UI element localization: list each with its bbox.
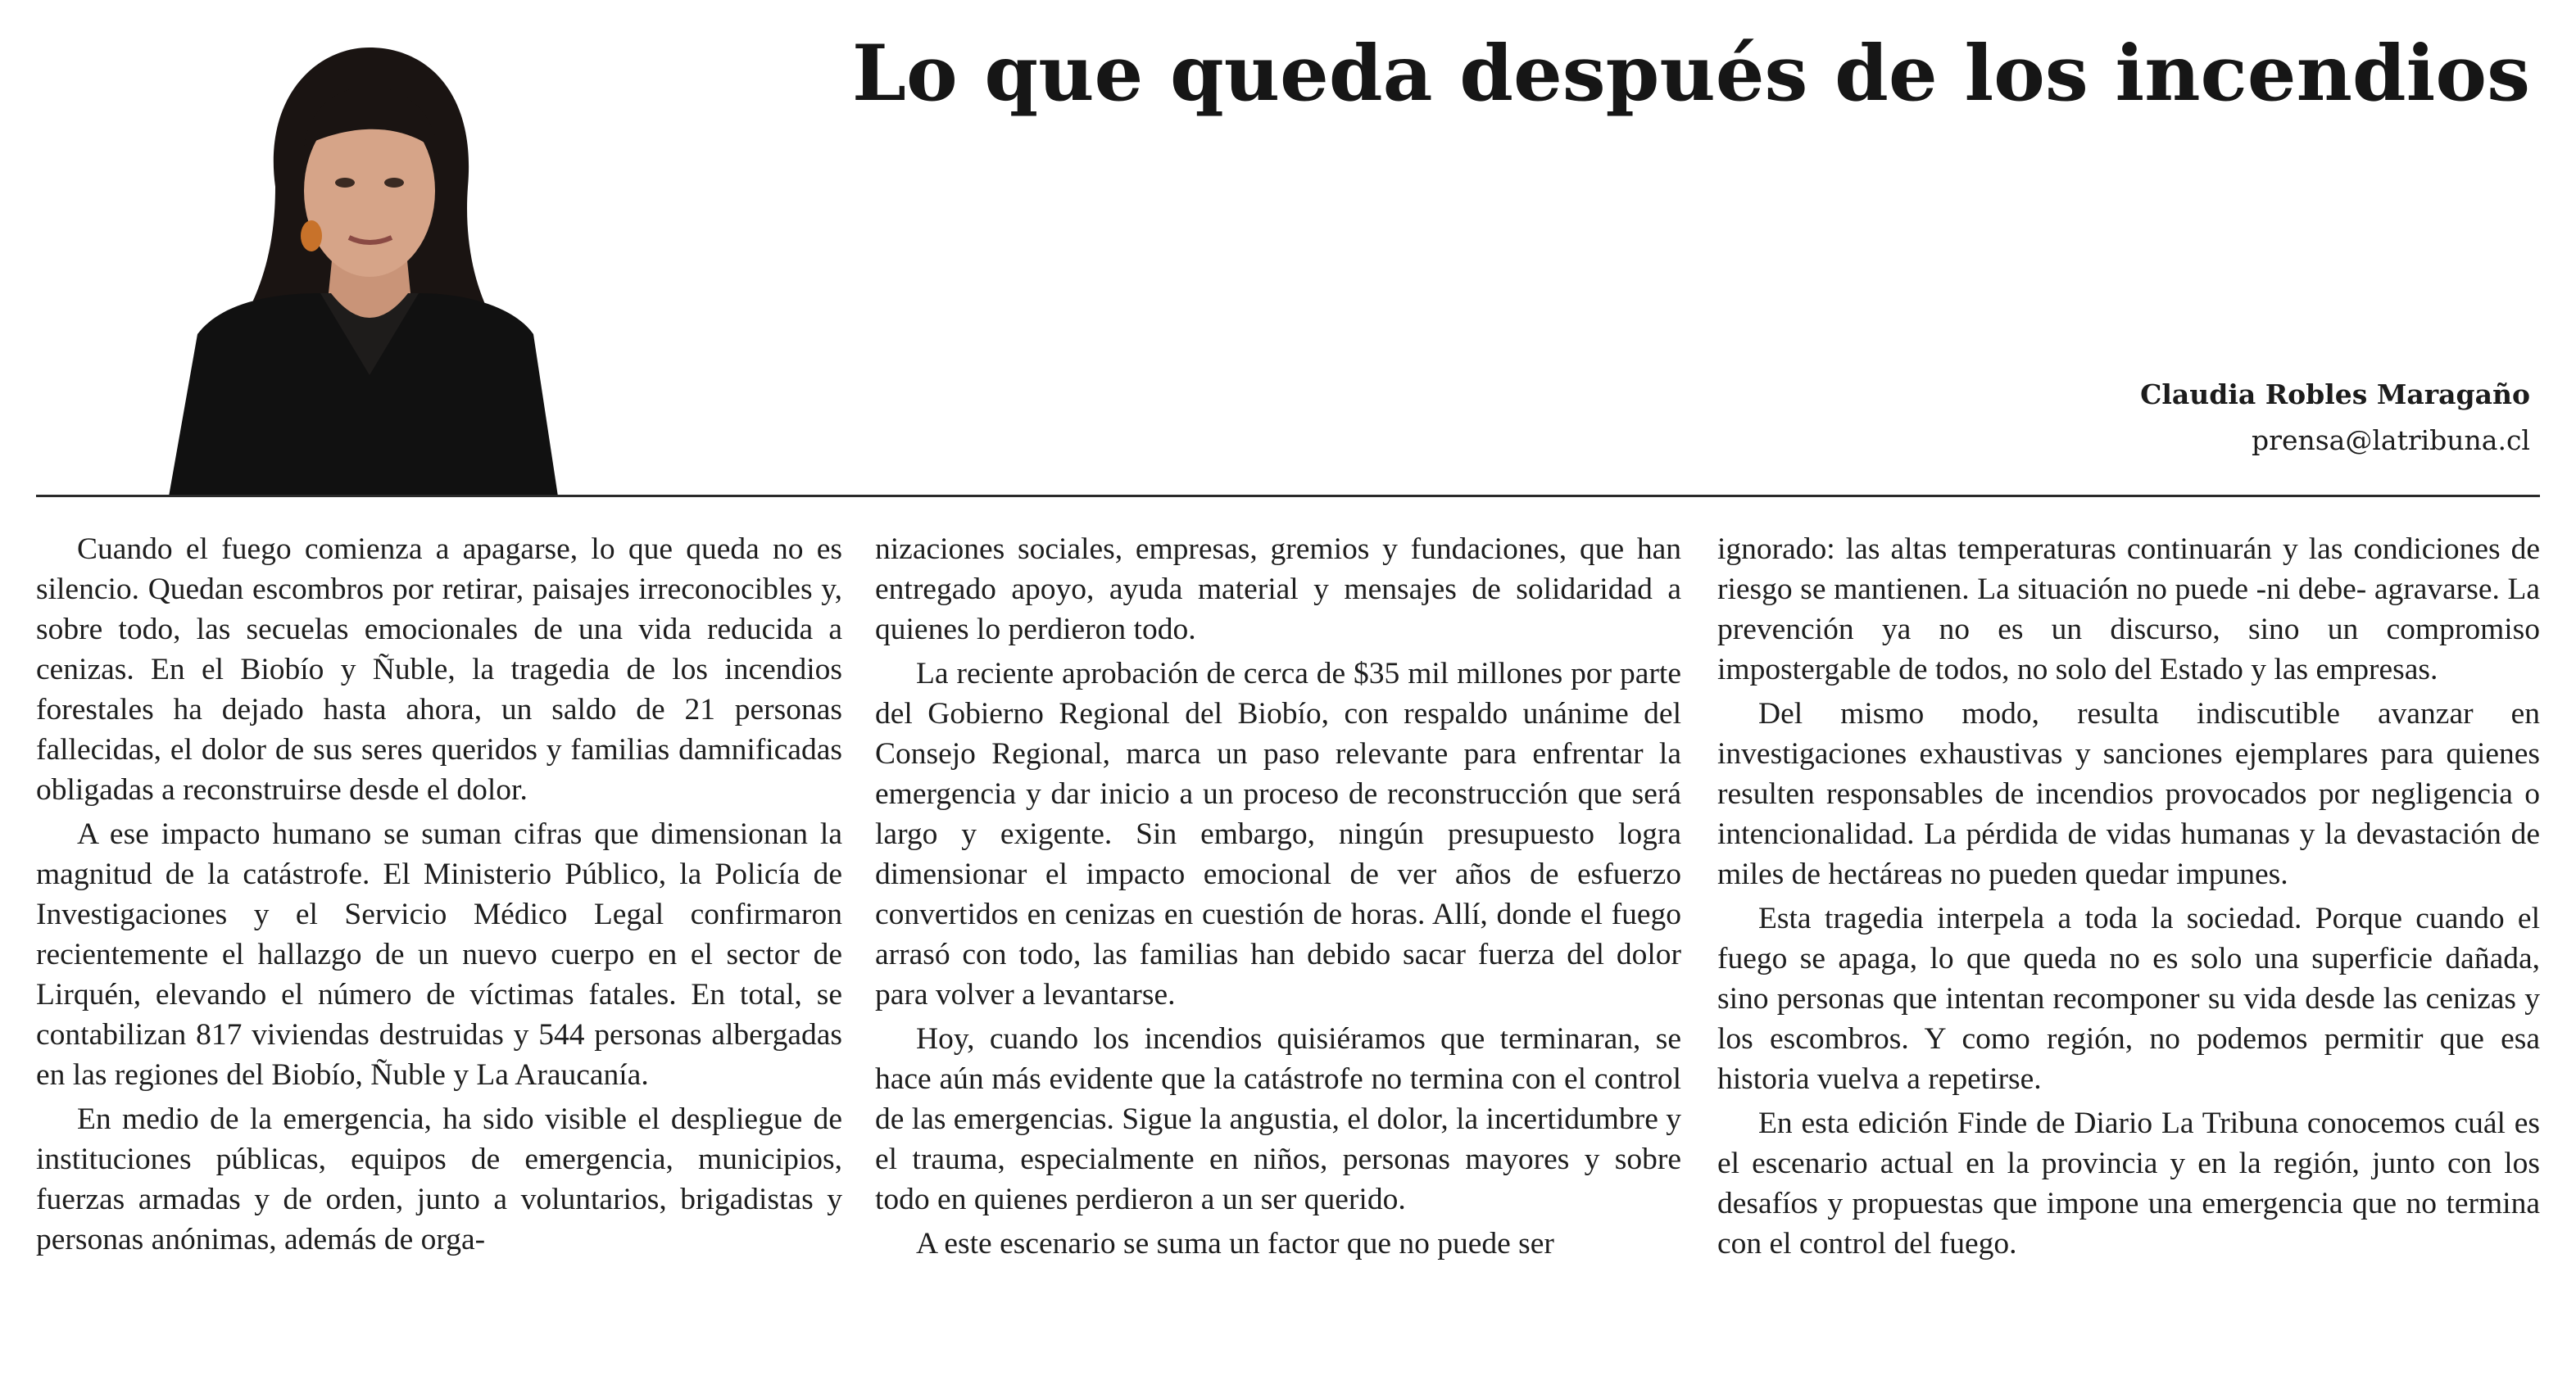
paragraph: Esta tragedia interpela a toda la sociedad. Porque cuando el fuego se apaga, lo que queda no es solo una superficie dañada, sino personas que intentan recomponer su vida desde las cenizas y los escombros. Y como región, no podemos permitir que esa historia vuelva a repetirse.	[1717, 902, 2540, 1096]
paragraph: Hoy, cuando los incendios quisiéramos que terminaran, se hace aún más evidente que la catástrofe no termina con el control de las emergencias. Sigue la angustia, el dolor, la incertidumbre y el trauma, especialmente en niños, personas mayores y sobre todo en quienes perdieron a un ser querido.	[875, 1022, 1681, 1216]
header-divider	[36, 495, 2540, 497]
article-column-1	[36, 529, 842, 1264]
paragraph: La reciente aprobación de cerca de $35 mil millones por parte del Gobierno Regional del Biobío, con respaldo unánime del Consejo Regional, marca un paso relevante para enfrentar la emergencia y dar inicio a un proceso de reconstrucción que será largo y exigente. Sin embargo, ningún presupuesto logra dimensionar el impacto emocional de ver años de esfuerzo convertidos en cenizas en cuestión de horas. Allí, donde el fuego arrasó con todo, las familias han debido sacar fuerza del dolor para volver a levantarse.	[875, 657, 1681, 1012]
article-column-2	[875, 529, 1681, 1268]
article-column-3	[1717, 529, 2540, 1268]
paragraph: ignorado: las altas temperaturas continuarán y las condiciones de riesgo se mantienen. La situación no puede -ni debe- agravarse. La prevención ya no es un discurso, sino un compromiso impostergable de todos, no solo del Estado y las empresas.	[1717, 532, 2540, 686]
paragraph: nizaciones sociales, empresas, gremios y fundaciones, que han entregado apoyo, ayuda material y mensajes de solidaridad a quienes lo perdieron todo.	[875, 532, 1681, 646]
paragraph: En esta edición Finde de Diario La Tribuna conocemos cuál es el escenario actual en la provincia y en la región, junto con los desafíos y propuestas que impone una emergencia que no termina con el control del fuego.	[1717, 1107, 2540, 1261]
article-title: Lo que queda después de los incendios	[851, 29, 2530, 119]
author-email: prensa@latribuna.cl	[2252, 424, 2530, 456]
author-name: Claudia Robles Maragaño	[2140, 378, 2530, 410]
paragraph: Cuando el fuego comienza a apagarse, lo que queda no es silencio. Quedan escombros por retirar, paisajes irreconocibles y, sobre todo, las secuelas emocionales de una vida reducida a cenizas. En el Biobío y Ñuble, la tragedia de los incendios forestales ha dejado hasta ahora, un saldo de 21 personas fallecidas, el dolor de sus seres queridos y familias damnificadas obligadas a reconstruirse desde el dolor.	[36, 532, 842, 807]
paragraph: Del mismo modo, resulta indiscutible avanzar en investigaciones exhaustivas y sanciones ejemplares para quienes resulten responsables de incendios provocados por negligencia o intencionalidad. La pérdida de vidas humanas y la devastación de miles de hectáreas no pueden quedar impunes.	[1717, 697, 2540, 891]
author-photo	[152, 48, 565, 496]
paragraph: En medio de la emergencia, ha sido visible el despliegue de instituciones públicas, equipos de emergencia, municipios, fuerzas armadas y de orden, junto a voluntarios, brigadistas y personas anónimas, además de orga-	[36, 1102, 842, 1256]
byline	[2140, 372, 2530, 464]
paragraph: A este escenario se suma un factor que no puede ser	[916, 1227, 1554, 1261]
paragraph: A ese impacto humano se suman cifras que dimensionan la magnitud de la catástrofe. El Ministerio Público, la Policía de Investigaciones y el Servicio Médico Legal confirmaron recientemente el hallazgo de un nuevo cuerpo en el sector de Lirquén, elevando el número de víctimas fatales. En total, se contabilizan 817 viviendas destruidas y 544 personas albergadas en las regiones del Biobío, Ñuble y La Araucanía.	[36, 817, 842, 1092]
